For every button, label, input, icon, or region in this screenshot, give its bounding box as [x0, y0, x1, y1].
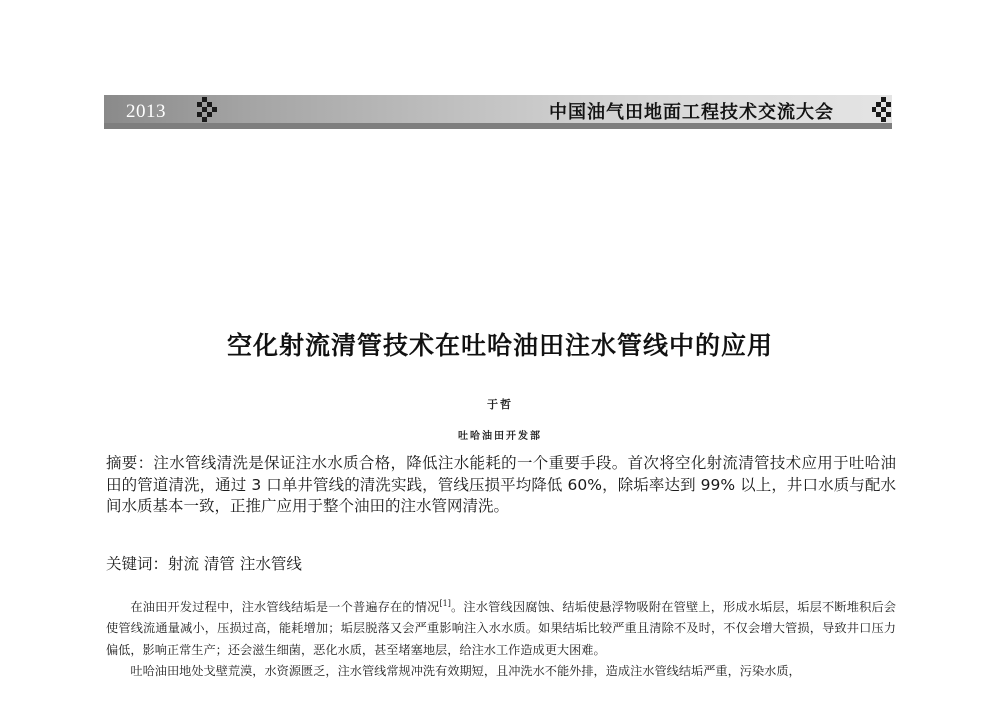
paper-title: 空化射流清管技术在吐哈油田注水管线中的应用 — [226, 331, 773, 360]
keywords: 关键词：射流 清管 注水管线 — [106, 555, 302, 573]
paragraph-1-text-a: 在油田开发过程中，注水管线结垢是一个普遍存在的情况 — [130, 600, 440, 614]
body-paragraph-2: 吐哈油田地处戈壁荒漠，水资源匮乏，注水管线常规冲洗有效期短，且冲洗水不能外排，造成注水管线结垢严重，污染水质， — [130, 664, 801, 679]
checker-left-icon — [194, 97, 220, 123]
body-text — [106, 597, 896, 683]
author-affiliation: 吐哈油田开发部 — [458, 431, 542, 442]
running-header — [104, 95, 892, 129]
conference-name: 中国油气田地面工程技术交流大会 — [549, 102, 834, 123]
checker-right-icon — [872, 97, 896, 123]
body-paragraph-1 — [106, 597, 896, 661]
author-name: 于哲 — [487, 398, 513, 411]
paragraph-1-text-b: 。注水管线因腐蚀、结垢使悬浮物吸附在管壁上，形成水垢层，垢层不断堆积后会使管线流通量减小，压损过高，能耗增加；垢层脱落又会严重影响注入水水质。如果结垢比较严重且清除不及时，不仅会增大管损，导致井口压力偏低，影响正常生产；还会滋生细菌，恶化水质，甚至堵塞地层，给注水工作造成更大困难。 — [106, 600, 896, 657]
abstract: 摘要：注水管线清洗是保证注水水质合格，降低注水能耗的一个重要手段。首次将空化射流清管技术应用于吐哈油田的管道清洗，通过 3 口单井管线的清洗实践，管线压损平均降低 60%，除垢率达到 99% 以上，井口水质与配水间水质基本一致，正推广应用于整个油田的注水管网清洗。 — [106, 454, 896, 516]
header-year: 2013 — [126, 101, 166, 122]
citation-ref: [1] — [439, 598, 451, 608]
